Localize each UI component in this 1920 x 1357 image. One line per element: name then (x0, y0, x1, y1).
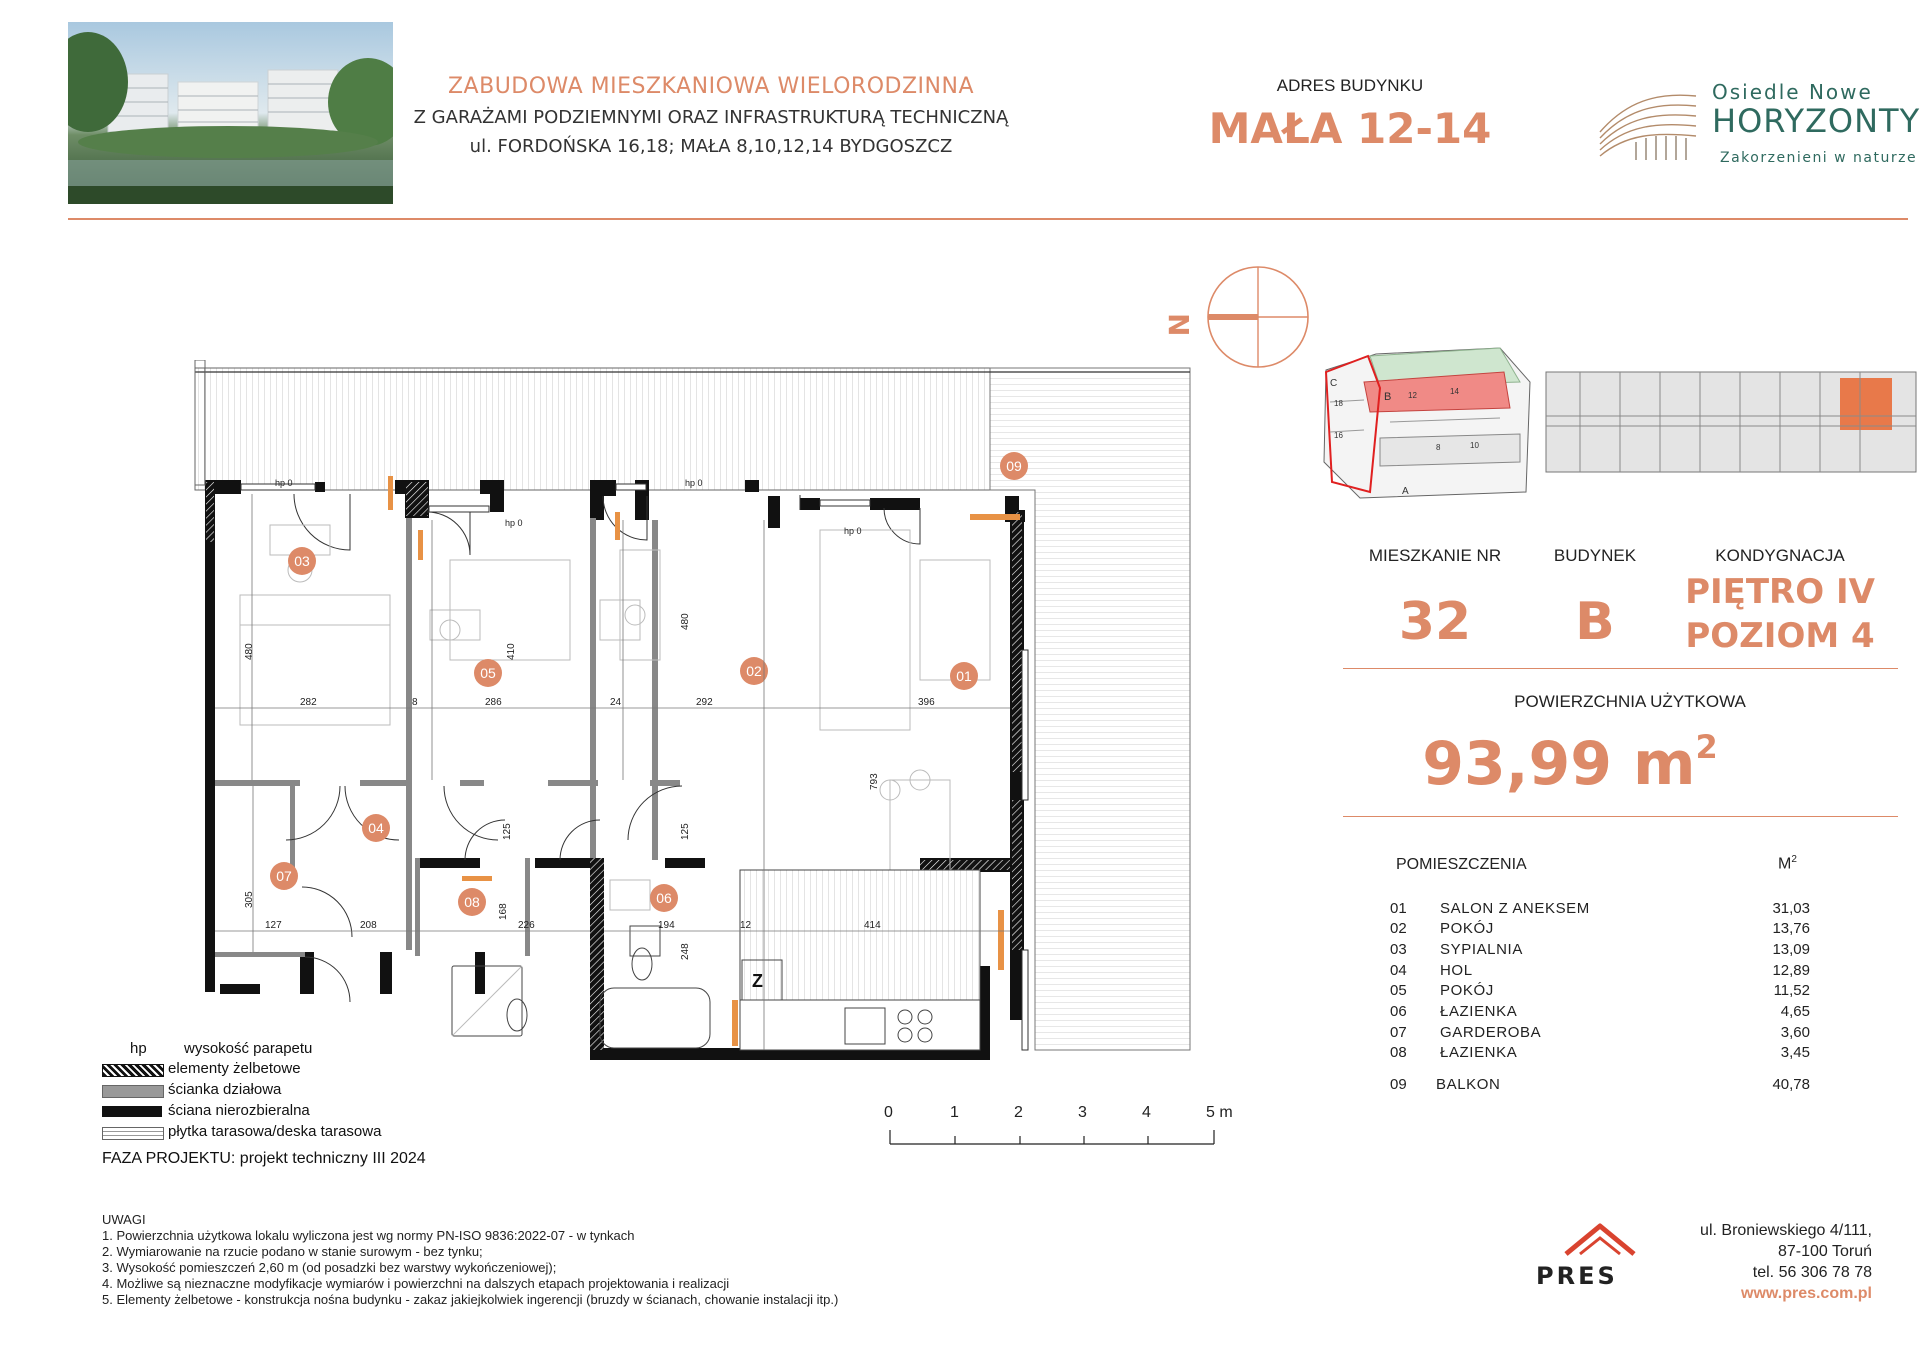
room-name: POKÓJ (1440, 982, 1494, 999)
site-label-8: 8 (1436, 443, 1441, 452)
apartment-number-label: MIESZKANIE NR (1368, 546, 1502, 565)
building-address-label: ADRES BUDYNKU (1276, 76, 1424, 95)
hp-label: hp 0 (505, 518, 523, 528)
room-marker-08: 08 (464, 894, 480, 910)
room-name: SALON Z ANEKSEM (1440, 900, 1590, 917)
note-item: 4. Możliwe są nieznaczne modyfikacje wymiarów i powierzchni na dalszych etapach projektowania i realizacji (102, 1276, 730, 1291)
room-name: GARDEROBA (1440, 1024, 1542, 1041)
site-label-14: 14 (1450, 387, 1459, 396)
room-number: 05 (1390, 982, 1407, 999)
room-marker-04: 04 (368, 820, 384, 836)
room-row (1390, 1003, 1810, 1023)
scale-bar (880, 1126, 1220, 1150)
logo-tagline: Zakorzenieni w naturze (1720, 150, 1918, 166)
dim-label: 282 (300, 697, 317, 708)
room-marker-01: 01 (956, 668, 972, 684)
dim-label: 12 (740, 920, 752, 931)
hp-label: hp 0 (275, 478, 293, 488)
room-area: 13,09 (1772, 941, 1810, 958)
room-row (1390, 920, 1810, 940)
dim-label: 292 (696, 697, 713, 708)
room-area: 13,76 (1772, 920, 1810, 937)
dim-label: 793 (869, 773, 880, 790)
legend-partition-text: ścianka działowa (168, 1081, 282, 1098)
room-number: 08 (1390, 1044, 1407, 1061)
room-marker-05: 05 (480, 665, 496, 681)
room-number: 01 (1390, 900, 1407, 917)
legend-rc-text: elementy żelbetowe (168, 1060, 301, 1077)
info-divider-1 (1343, 668, 1898, 669)
dim-label: 24 (610, 697, 622, 708)
room-name: ŁAZIENKA (1440, 1044, 1518, 1061)
room-area: 11,52 (1773, 982, 1810, 999)
header-divider (68, 218, 1908, 220)
notes (102, 1212, 838, 1308)
usable-area-label: POWIERZCHNIA UŻYTKOWA (1514, 692, 1746, 711)
project-phase: FAZA PROJEKTU: projekt techniczny III 2024 (102, 1150, 426, 1167)
dim-label: 480 (680, 613, 691, 630)
usable-area-unit-sup: 2 (1695, 728, 1718, 766)
room-marker-09: 09 (1006, 458, 1022, 474)
room-area: 12,89 (1772, 962, 1810, 979)
info-divider-2 (1343, 816, 1898, 817)
site-label-16: 16 (1334, 431, 1343, 440)
rooms-unit-m: M (1778, 855, 1792, 873)
building-value: B (1575, 592, 1615, 652)
note-item: 1. Powierzchnia użytkowa lokalu wyliczona jest wg normy PN-ISO 9836:2022-07 - w tynkach (102, 1228, 635, 1243)
room-number: 07 (1390, 1024, 1407, 1041)
logo-text-line2: HORYZONTY (1712, 102, 1920, 140)
note-item: 2. Wymiarowanie na rzucie podano w stanie surowym - bez tynku; (102, 1244, 483, 1259)
usable-area-number: 93,99 m (1422, 729, 1696, 799)
room-number: 09 (1390, 1076, 1407, 1093)
floor-value-line1: PIĘTRO IV (1685, 572, 1875, 612)
dim-label: 396 (918, 697, 935, 708)
room-name: SYPIALNIA (1440, 941, 1523, 958)
rooms-unit (1778, 854, 1797, 873)
scale-tick-label: 5 m (1206, 1104, 1233, 1121)
company-phone: tel. 56 306 78 78 (1752, 1264, 1872, 1281)
project-title (400, 74, 1022, 157)
usable-area-value (1360, 728, 1780, 799)
room-area: 3,45 (1780, 1044, 1810, 1061)
north-compass (1160, 262, 1310, 372)
room-row (1390, 962, 1810, 982)
dim-label: 125 (680, 823, 691, 840)
scale-tick-label: 4 (1142, 1104, 1151, 1121)
dim-label: 125 (502, 823, 513, 840)
dim-label: 226 (518, 920, 535, 931)
project-title-line2: Z GARAŻAMI PODZIEMNYMI ORAZ INFRASTRUKTURĄ TECHNICZNĄ (413, 107, 1009, 128)
legend-deck-text: płytka tarasowa/deska tarasowa (168, 1123, 382, 1140)
scale-tick-label: 1 (950, 1104, 959, 1121)
legend-deck-swatch (102, 1127, 164, 1140)
site-location-map (1320, 342, 1918, 500)
room-number: 03 (1390, 941, 1407, 958)
balcony-row (1390, 1076, 1810, 1096)
room-area: 31,03 (1772, 900, 1810, 917)
dim-label: 168 (498, 903, 509, 920)
company-name: PRES (1536, 1262, 1618, 1290)
logo-text-line1: Osiedle Nowe (1712, 80, 1873, 104)
room-area: 3,60 (1780, 1024, 1810, 1041)
hp-label: hp 0 (685, 478, 703, 488)
notes-title: UWAGI (102, 1212, 146, 1227)
rooms-unit-sup: 2 (1791, 854, 1797, 865)
hp-label: hp 0 (844, 526, 862, 536)
floor-plan (180, 360, 1220, 1060)
room-marker-06: 06 (656, 890, 672, 906)
dim-label: 194 (658, 920, 675, 931)
room-name: HOL (1440, 962, 1473, 979)
building-address-value: MAŁA 12-14 (1208, 104, 1492, 153)
building-label: BUDYNEK (1553, 546, 1637, 565)
site-label-12: 12 (1408, 391, 1417, 400)
dim-label: 480 (244, 643, 255, 660)
floor-value-line2: POZIOM 4 (1685, 616, 1875, 656)
site-label-10: 10 (1470, 441, 1479, 450)
legend-rc-swatch (102, 1064, 164, 1077)
room-marker-07: 07 (276, 868, 292, 884)
logo-landscape-icon (1596, 82, 1700, 162)
note-item: 5. Elementy żelbetowe - konstrukcja nośna budynku - zakaz jakiejkolwiek ingerencji (bruzdy w ścianach, chowanie instalacji itp.) (102, 1292, 839, 1307)
scale-labels (880, 1104, 1240, 1124)
site-label-a: A (1402, 486, 1409, 497)
legend-wall-swatch (102, 1106, 162, 1117)
dim-label: 248 (680, 943, 691, 960)
room-row (1390, 982, 1810, 1002)
legend-wall-text: ściana nierozbieralna (168, 1102, 310, 1119)
scale-tick-label: 2 (1014, 1104, 1023, 1121)
north-letter: N (1162, 313, 1195, 337)
scale-tick-label: 0 (884, 1104, 893, 1121)
dim-label: 286 (485, 697, 502, 708)
apartment-number-value: 32 (1398, 592, 1472, 652)
room-row (1390, 1044, 1810, 1064)
room-name: BALKON (1436, 1076, 1501, 1093)
room-number: 02 (1390, 920, 1407, 937)
legend-hp-key: hp (130, 1040, 147, 1057)
company-address-line1: ul. Broniewskiego 4/111, (1700, 1222, 1872, 1239)
company-contact (1610, 1220, 1872, 1304)
site-label-b: B (1384, 391, 1392, 403)
site-label-c: C (1330, 378, 1338, 389)
room-marker-03: 03 (294, 553, 310, 569)
site-label-18: 18 (1334, 399, 1343, 408)
room-marker-02: 02 (746, 663, 762, 679)
room-row (1390, 1024, 1810, 1044)
room-area: 4,65 (1780, 1003, 1810, 1020)
rooms-header: POMIESZCZENIA (1396, 856, 1527, 873)
room-number: 04 (1390, 962, 1407, 979)
company-website-link[interactable]: www.pres.com.pl (1741, 1285, 1872, 1302)
room-name: ŁAZIENKA (1440, 1003, 1518, 1020)
fridge-letter: Z (752, 971, 763, 991)
dim-label: 208 (360, 920, 377, 931)
dim-label: 127 (265, 920, 282, 931)
room-row (1390, 900, 1810, 920)
note-item: 3. Wysokość pomieszczeń 2,60 m (od posadzki bez warstwy wykończeniowej); (102, 1260, 557, 1275)
project-visualization-image (68, 22, 393, 204)
floor-label: KONDYGNACJA (1715, 546, 1845, 565)
scale-tick-label: 3 (1078, 1104, 1087, 1121)
dim-label: 410 (506, 643, 517, 660)
legend-hp-text: wysokość parapetu (184, 1040, 313, 1057)
project-title-line1: ZABUDOWA MIESZKANIOWA WIELORODZINNA (447, 74, 974, 99)
project-address-line: ul. FORDOŃSKA 16,18; MAŁA 8,10,12,14 BYDGOSZCZ (469, 136, 953, 157)
room-area: 40,78 (1772, 1076, 1810, 1093)
legend-partition-swatch (102, 1085, 164, 1098)
room-name: POKÓJ (1440, 920, 1494, 937)
room-number: 06 (1390, 1003, 1407, 1020)
company-address-line2: 87-100 Toruń (1778, 1243, 1872, 1260)
room-row (1390, 941, 1810, 961)
dim-label: 414 (864, 920, 881, 931)
dim-label: 8 (412, 697, 418, 708)
dim-label: 305 (244, 891, 255, 908)
